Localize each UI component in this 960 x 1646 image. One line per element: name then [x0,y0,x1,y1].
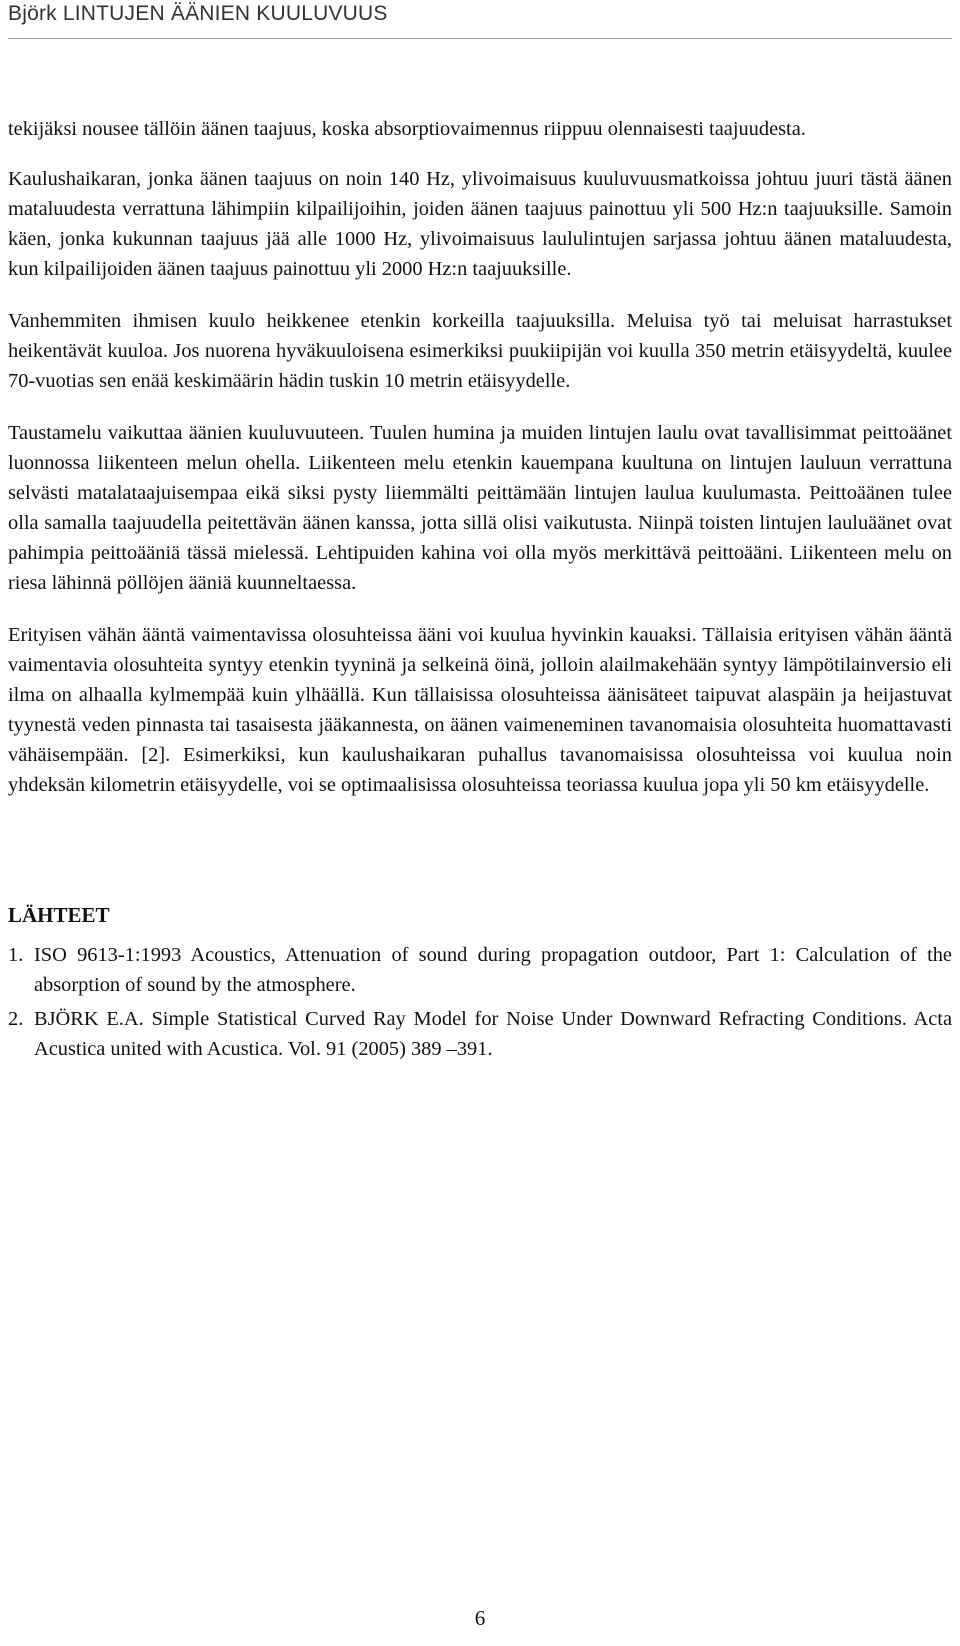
paragraph-1: tekijäksi nousee tällöin äänen taajuus, koska absorptiovaimennus riippuu olennaisesti taajuudesta. [8,118,806,140]
reference-text: ISO 9613-1:1993 Acoustics, Attenuation of sound during propagation outdoor, Part 1: Calculation of the absorption of sound by the atmosphere. [34,944,952,996]
reference-item-1 [8,940,952,1000]
document-body [8,114,952,1068]
page-number: 6 [474,1606,486,1630]
paragraph-3: Vanhemmiten ihmisen kuulo heikkenee etenkin korkeilla taajuuksilla. Meluisa työ tai meluisat harrastukset heikentävät kuuloa. Jos nuorena hyväkuuloisena esimerkiksi puukiipijän voi kuulla 350 metrin etäisyydeltä, kuulee 70-vuotias sen enää keskimäärin hädin tuskin 10 metrin etäisyydelle. [8,310,952,392]
reference-text: BJÖRK E.A. Simple Statistical Curved Ray Model for Noise Under Downward Refracting Conditions. Acta Acustica united with Acustica. Vol. 91 (2005) 389 –391. [34,1008,952,1060]
paragraph-4: Taustamelu vaikuttaa äänien kuuluvuuteen. Tuulen humina ja muiden lintujen laulu ovat tavallisimmat peittoäänet luonnossa liikenteen melun ohella. Liikenteen melu etenkin kauempana kuultuna on lintujen lauluun verrattuna selvästi matalataajuisempaa eikä siksi pysty liiemmälti peittämään lintujen laulua kuulumasta. Peittoäänen tulee olla samalla taajuudella peitettävän äänen kanssa, jotta sillä olisi vaikutusta. Niinpä toisten lintujen lauluäänet ovat pahimpia peittoääniä tässä mielessä. Lehtipuiden kahina voi olla myös merkittävä peittoääni. Liikenteen melu on riesa lähinnä pöllöjen ääniä kuunneltaessa. [8,422,952,594]
references-list [8,940,952,1064]
reference-number: 2. [8,1008,24,1030]
reference-number: 1. [8,944,24,966]
header-divider [8,38,952,39]
references-title: LÄHTEET [8,903,110,927]
paragraph-5: Erityisen vähän ääntä vaimentavissa olosuhteissa ääni voi kuulua hyvinkin kauaksi. Tällaisia erityisen vähän ääntä vaimentavia olosuhteita syntyy etenkin tyyninä ja selkeinä öinä, jolloin alailmakehään syntyy lämpötilainversio eli ilma on alhaalla kylmempää kuin ylhäällä. Kun tällaisissa olosuhteissa äänisäteet taipuvat alaspäin ja heijastuvat tyynestä veden pinnasta tai tasaisesta jääkannesta, on äänen vaimeneminen tavanomaisia olosuhteita huomattavasti vähäisempään. [2]. Esimerkiksi, kun kaulushaikaran puhallus tavanomaisissa olosuhteissa voi kuulua noin yhdeksän kilometrin etäisyydelle, voi se optimaalisissa olosuhteissa teoriassa kuulua jopa yli 50 km etäisyydelle. [8,624,952,796]
reference-item-2 [8,1004,952,1064]
running-header: Björk LINTUJEN ÄÄNIEN KUULUVUUS [8,2,388,25]
section-spacer [8,822,952,900]
paragraph-2: Kaulushaikaran, jonka äänen taajuus on noin 140 Hz, ylivoimaisuus kuuluvuusmatkoissa johtuu juuri tästä äänen mataluudesta verrattuna lähimpiin kilpailijoihin, joiden äänen taajuus painottuu yli 500 Hz:n taajuuksille. Samoin käen, jonka kukunnan taajuus jää alle 1000 Hz, ylivoimaisuus laululintujen sarjassa johtuu äänen mataluudesta, kun kilpailijoiden äänen taajuus painottuu yli 2000 Hz:n taajuuksille. [8,168,952,280]
